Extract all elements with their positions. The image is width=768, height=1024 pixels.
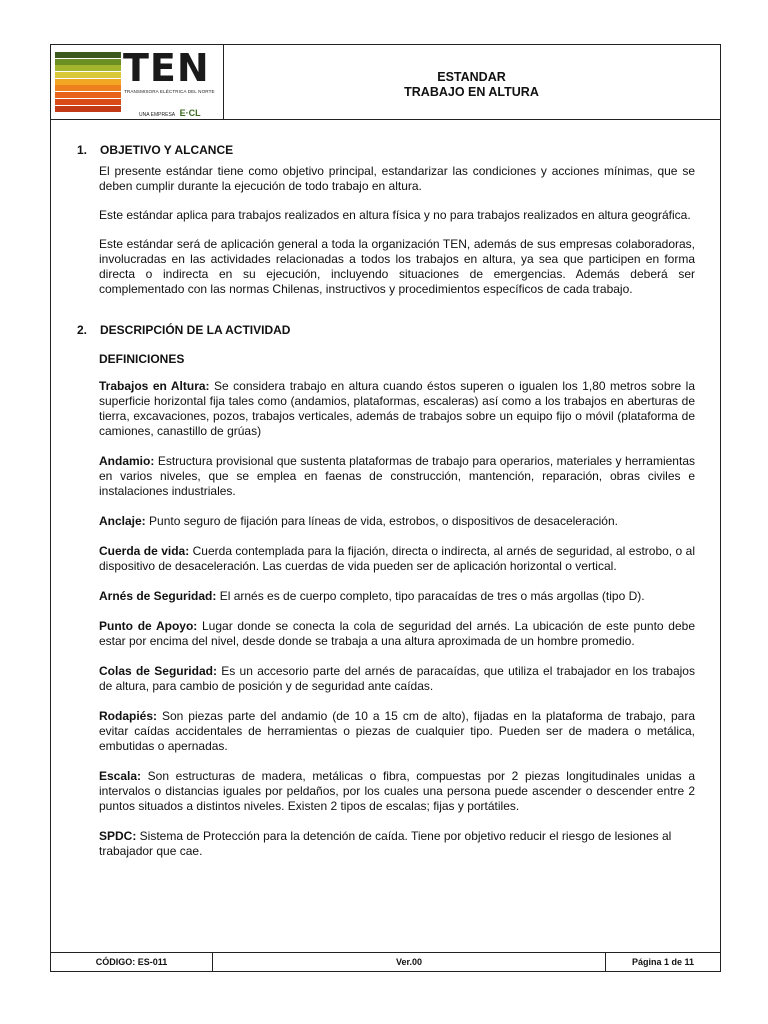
logo-stripe — [55, 85, 121, 91]
definition-term: Cuerda de vida: — [99, 544, 190, 558]
definition-text: Son estructuras de madera, metálicas o fibra, compuestas por 2 piezas longitudinales unidas a intervalos o distancias iguales por peldaños, por los cuales una persona puede ascender o descender entre 2 puntos situados a distintos niveles. Existen 2 tipos de escalas; fijas y portátiles. — [99, 769, 695, 813]
logo-stripe — [55, 106, 121, 112]
definition-term: Punto de Apoyo: — [99, 619, 198, 633]
document-body — [77, 143, 695, 874]
definition-text: Sistema de Protección para la detención de caída. Tiene por objetivo reducir el riesgo de lesiones al trabajador que cae. — [99, 829, 672, 858]
definition-text: Lugar donde se conecta la cola de seguridad del arnés. La ubicación de este punto debe estar por encima del nivel, desde donde se trabaja a una altura aproximada de un hombre promedio. — [99, 619, 695, 648]
document-footer — [50, 952, 721, 972]
footer-page-number: Página 1 de 11 — [631, 957, 695, 967]
definition-term: Andamio: — [99, 454, 155, 468]
logo-stripe — [55, 65, 121, 71]
definition-item — [99, 379, 695, 439]
definition-term: Rodapiés: — [99, 709, 158, 723]
logo-stripe — [55, 92, 121, 98]
logo-company-name: E·CL — [179, 108, 201, 118]
paragraph: Este estándar será de aplicación general a toda la organización TEN, además de sus empresas colaboradoras, involucradas en las actividades relacionadas a todos los trabajos en altura, ya sea que participen en forma directa o indirecta en su ejecución, incluyendo situaciones de emergencias. Además deberá ser complementado con las normas Chilenas, instructivos y procedimientos específicos de cada trabajo. — [99, 237, 695, 296]
definition-item — [99, 544, 695, 574]
definition-term: SPDC: — [99, 829, 137, 843]
definition-term: Colas de Seguridad: — [99, 664, 217, 678]
logo-stripe — [55, 72, 121, 78]
paragraph: El presente estándar tiene como objetivo principal, estandarizar las condiciones y acciones mínimas, que se deben cumplir durante la ejecución de todo trabajo en altura. — [99, 164, 695, 193]
logo-company-prefix: UNA EMPRESA — [139, 112, 176, 118]
logo-stripe — [55, 99, 121, 105]
definition-term: Trabajos en Altura: — [99, 379, 210, 393]
definition-text: Es un accesorio parte del arnés de paracaídas, que utiliza el trabajador en los trabajos de altura, para cambio de posición y de seguridad ante caídas. — [99, 664, 695, 693]
logo-stripe — [55, 59, 121, 65]
definition-term: Arnés de Seguridad: — [99, 589, 217, 603]
ten-logo — [51, 45, 224, 119]
definition-term: Anclaje: — [99, 514, 146, 528]
title-line-1: ESTANDAR — [437, 70, 506, 84]
definition-term: Escala: — [99, 769, 142, 783]
section-2-body — [99, 352, 695, 859]
title-line-2: TRABAJO EN ALTURA — [404, 85, 539, 99]
section-2-heading — [77, 323, 695, 338]
definition-item — [99, 589, 695, 604]
definition-item — [99, 619, 695, 649]
logo-subtitle: TRANSMISORA ELÉCTRICA DEL NORTE — [124, 89, 215, 94]
definition-item — [99, 514, 695, 529]
page-frame — [50, 44, 721, 972]
footer-code: CÓDIGO: ES-011 — [51, 953, 213, 971]
logo-stripe — [55, 79, 121, 85]
paragraph: Este estándar aplica para trabajos realizados en altura física y no para trabajos realizados en altura geográfica. — [99, 208, 691, 222]
definition-item — [99, 769, 695, 814]
logo-company — [139, 103, 201, 121]
definition-text: Se considera trabajo en altura cuando éstos superen o igualen los 1,80 metros sobre la superficie horizontal fija tales como (andamios, plataformas, escaleras) así como a los trabajos en aberturas de tierra, excavaciones, pozos, trabajos verticales, además de trabajos sobre un equipo fijo o móvil (plataforma de camiones, canastillo de grúas) — [99, 379, 696, 438]
definition-item — [99, 709, 695, 754]
document-title — [223, 45, 720, 119]
logo-text: TEN — [123, 46, 210, 90]
definitions-heading: DEFINICIONES — [99, 352, 185, 366]
definition-item — [99, 664, 695, 694]
definition-text: Estructura provisional que sustenta plataformas de trabajo para operarios, materiales y herramientas en varios niveles, que se emplea en faenas de construcción, mantención, reparación, obras civiles e instalaciones industriales. — [99, 454, 695, 498]
definition-item — [99, 454, 695, 499]
section-2-title: DESCRIPCIÓN DE LA ACTIVIDAD — [100, 323, 291, 337]
definition-text: El arnés es de cuerpo completo, tipo paracaídas de tres o más argollas (tipo D). — [216, 589, 645, 603]
definition-text: Son piezas parte del andamio (de 10 a 15 cm de alto), fijadas en la plataforma de trabajo, para evitar caídas accidentales de herramientas o piezas de cualquier tipo. Pueden ser de madera o metálica, embutidas o apernadas. — [99, 709, 695, 753]
definition-item — [99, 829, 695, 859]
definition-text: Punto seguro de fijación para líneas de vida, estrobos, o dispositivos de desaceleración. — [145, 514, 618, 528]
section-1-body — [99, 164, 695, 297]
section-2-number: 2. — [77, 323, 88, 337]
section-1-heading — [77, 143, 695, 158]
section-1-title: OBJETIVO Y ALCANCE — [100, 143, 234, 157]
section-1-number: 1. — [77, 143, 88, 157]
logo-stripes — [55, 52, 121, 112]
logo-stripe — [55, 52, 121, 58]
definition-text: Cuerda contemplada para la fijación, directa o indirecta, al arnés de seguridad, al estrobo, o al dispositivo de desaceleración. Las cuerdas de vida pueden ser de aplicación horizontal o vertical. — [99, 544, 695, 573]
document-header — [51, 45, 720, 120]
footer-version: Ver.00 — [213, 953, 606, 971]
